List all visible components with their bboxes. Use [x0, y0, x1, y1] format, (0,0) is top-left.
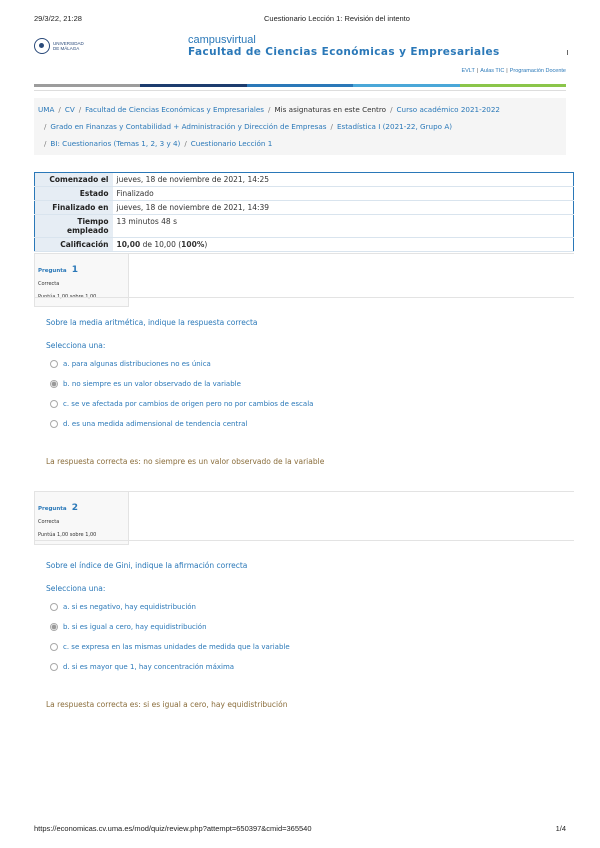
answer-option-label: b. si es igual a cero, hay equidistribución [63, 622, 207, 631]
breadcrumb-separator: / [390, 105, 393, 114]
print-page-number: 1/4 [555, 824, 566, 833]
summary-value: jueves, 18 de noviembre de 2021, 14:39 [116, 203, 270, 212]
brand-color-bar [34, 84, 566, 87]
link-aulas-tic[interactable]: Aulas TIC [480, 68, 505, 74]
breadcrumb-separator: / [58, 105, 61, 114]
breadcrumb-cv[interactable]: CV [64, 105, 75, 114]
question-divider [34, 540, 574, 541]
answer-option-d[interactable] [46, 660, 546, 673]
question-prompt: Selecciona una: [46, 341, 106, 350]
header-links [461, 68, 566, 74]
attempt-summary-table [34, 172, 574, 252]
breadcrumb-subject[interactable]: Estadística I (2021-22, Grupo A) [336, 122, 453, 131]
summary-label: Tiempo empleado [35, 215, 113, 238]
summary-value [113, 238, 574, 252]
link-programacion-docente[interactable]: Programación Docente [509, 68, 566, 74]
breadcrumb [34, 98, 566, 155]
answer-option-a[interactable] [46, 357, 546, 370]
answer-option-b[interactable] [46, 620, 546, 633]
color-bar-segment [460, 84, 566, 87]
question-state: Correcta [38, 519, 60, 525]
grade-close: ) [204, 240, 208, 249]
color-bar-segment [34, 84, 140, 87]
summary-value: Finalizado [116, 189, 154, 198]
breadcrumb-separator: / [44, 122, 47, 131]
print-url: https://economicas.cv.uma.es/mod/quiz/review.php?attempt=650397&cmid=365540 [34, 824, 312, 833]
radio-button[interactable] [50, 420, 58, 428]
grade-of: de 10,00 ( [140, 240, 182, 249]
summary-row-state [35, 187, 574, 201]
answer-option-label: d. es una medida adimensional de tendencia central [63, 419, 248, 428]
university-logo[interactable] [34, 36, 94, 56]
breadcrumb-separator: / [184, 139, 187, 148]
radio-button[interactable] [50, 643, 58, 651]
question-prompt: Selecciona una: [46, 584, 106, 593]
summary-label: Calificación [35, 238, 113, 252]
university-seal-icon [34, 38, 50, 54]
summary-value: 13 minutos 48 s [116, 217, 177, 226]
breadcrumb-uma[interactable]: UMA [38, 105, 55, 114]
answer-option-label: a. si es negativo, hay equidistribución [63, 602, 196, 611]
link-separator: | [476, 68, 479, 74]
question-number: 1 [71, 265, 78, 275]
summary-row-finished [35, 201, 574, 215]
breadcrumb-degree[interactable]: Grado en Finanzas y Contabilidad + Administración y Dirección de Empresas [50, 122, 327, 131]
grade-percent: 100% [181, 240, 205, 249]
answer-option-a[interactable] [46, 600, 546, 613]
breadcrumb-faculty[interactable]: Facultad de Ciencias Económicas y Empresariales [85, 105, 265, 114]
link-separator: | [506, 68, 508, 74]
question-content-1 [46, 318, 546, 430]
breadcrumb-separator: / [268, 105, 271, 114]
question-info-1 [34, 253, 129, 307]
breadcrumb-year[interactable]: Curso académico 2021-2022 [396, 105, 501, 114]
breadcrumb-my-courses: Mis asignaturas en este Centro [274, 105, 387, 114]
breadcrumb-separator: / [330, 122, 333, 131]
summary-label: Comenzado el [35, 173, 113, 187]
radio-button-selected[interactable] [50, 380, 58, 388]
color-bar-segment [140, 84, 246, 87]
answer-option-b[interactable] [46, 377, 546, 390]
divider [34, 90, 566, 91]
question-text: Sobre la media aritmética, indique la respuesta correcta [46, 318, 258, 327]
question-label: Pregunta [38, 268, 67, 274]
radio-button-selected[interactable] [50, 623, 58, 631]
site-name[interactable]: campusvirtual [188, 34, 256, 46]
color-bar-segment [353, 84, 459, 87]
radio-button[interactable] [50, 663, 58, 671]
logo-text: UNIVERSIDAD DE MÁLAGA [53, 41, 84, 51]
answer-option-label: d. si es mayor que 1, hay concentración máxima [63, 662, 235, 671]
summary-label: Finalizado en [35, 201, 113, 215]
breadcrumb-separator: / [78, 105, 82, 114]
grade-score: 10,00 [116, 240, 141, 249]
answer-option-d[interactable] [46, 417, 546, 430]
summary-row-started [35, 173, 574, 187]
question-divider [34, 297, 574, 298]
print-title: Cuestionario Lección 1: Revisión del intento [264, 14, 410, 23]
question-feedback: La respuesta correcta es: no siempre es un valor observado de la variable [46, 457, 325, 466]
summary-value: jueves, 18 de noviembre de 2021, 14:25 [116, 175, 270, 184]
breadcrumb-quiz[interactable]: Cuestionario Lección 1 [190, 139, 273, 148]
answer-option-label: c. se expresa en las mismas unidades de medida que la variable [63, 642, 290, 651]
answer-option-label: c. se ve afectada por cambios de origen pero no por cambios de escala [63, 399, 314, 408]
summary-row-time [35, 215, 574, 238]
header-marker [567, 50, 568, 55]
color-bar-segment [247, 84, 353, 87]
question-number: 2 [71, 503, 78, 513]
question-grade: Puntúa 1,00 sobre 1,00 [38, 532, 97, 538]
question-content-2 [46, 561, 546, 673]
answer-option-c[interactable] [46, 397, 546, 410]
print-header [34, 14, 566, 24]
question-info-2 [34, 491, 129, 545]
breadcrumb-separator: / [44, 139, 47, 148]
answer-option-c[interactable] [46, 640, 546, 653]
print-date: 29/3/22, 21:28 [34, 14, 82, 23]
summary-label: Estado [35, 187, 113, 201]
radio-button[interactable] [50, 603, 58, 611]
question-label: Pregunta [38, 506, 67, 512]
radio-button[interactable] [50, 360, 58, 368]
answer-option-label: a. para algunas distribuciones no es única [63, 359, 211, 368]
question-state: Correcta [38, 281, 60, 287]
question-feedback: La respuesta correcta es: si es igual a cero, hay equidistribución [46, 700, 288, 709]
answer-option-label: b. no siempre es un valor observado de la variable [63, 379, 241, 388]
summary-row-grade [35, 238, 574, 252]
breadcrumb-section[interactable]: BI: Cuestionarios (Temas 1, 2, 3 y 4) [50, 139, 181, 148]
link-evlt[interactable]: EVLT [461, 68, 475, 74]
question-text: Sobre el índice de Gini, indique la afirmación correcta [46, 561, 248, 570]
radio-button[interactable] [50, 400, 58, 408]
faculty-name[interactable]: Facultad de Ciencias Económicas y Empresariales [188, 46, 500, 58]
